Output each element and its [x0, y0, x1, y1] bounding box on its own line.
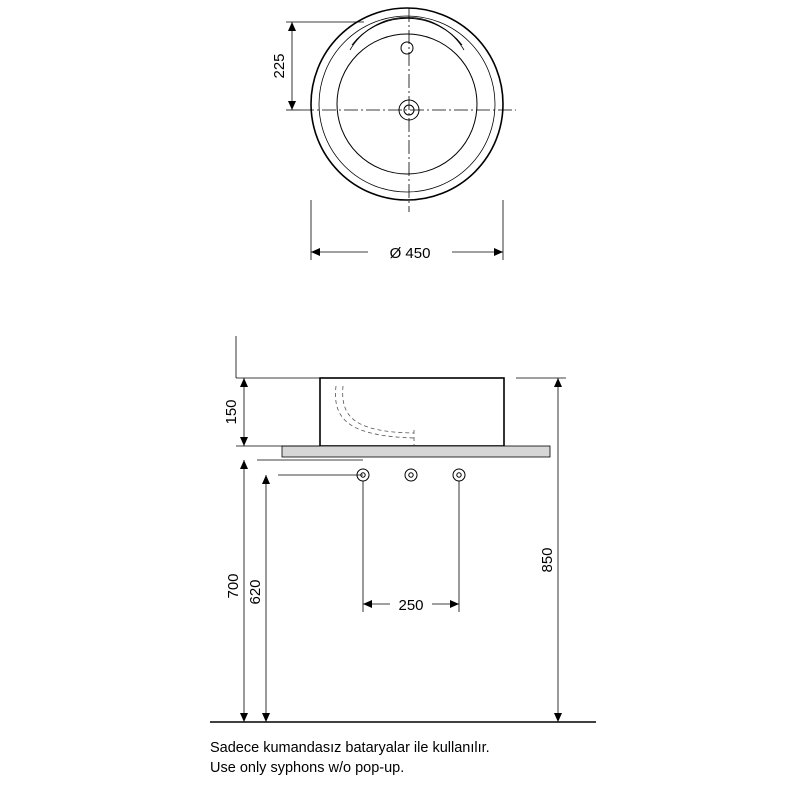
drain-point-center	[405, 469, 417, 481]
supply-point-right-center	[457, 473, 461, 477]
dim-label-250: 250	[398, 597, 424, 614]
supply-point-right	[453, 469, 465, 481]
side-view-group	[210, 336, 596, 722]
dim-label-620: 620	[247, 579, 264, 605]
basin-side-body	[320, 378, 504, 446]
notes-group	[210, 740, 490, 776]
dim-label-700: 700	[225, 573, 242, 599]
dim-label-150: 150	[223, 399, 240, 425]
top-view-group	[271, 8, 516, 262]
note-line-en: Use only syphons w/o pop-up.	[210, 760, 405, 776]
dim-label-225: 225	[271, 53, 288, 79]
dim-label-850: 850	[539, 547, 556, 573]
counter-band	[282, 446, 550, 457]
dim-label-diameter-450: Ø 450	[389, 245, 431, 262]
basin-outer-circle	[311, 8, 503, 200]
note-line-tr: Sadece kumandasız bataryalar ile kullanılır.	[210, 740, 490, 756]
drain-point-center-dot	[409, 473, 413, 477]
